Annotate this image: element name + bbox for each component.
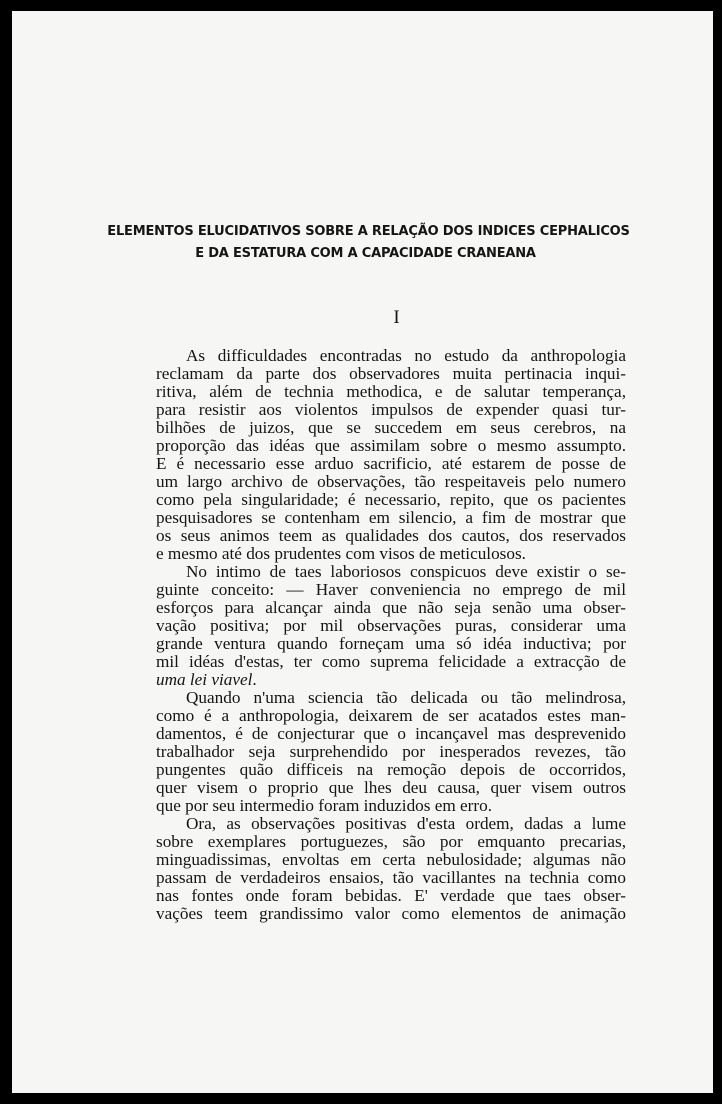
text-line: os seus animos teem as qualidades dos cautos, dos reservados [156, 526, 626, 545]
title-line-2: E DA ESTATURA COM A CAPACIDADE CRANEANA [195, 246, 536, 261]
text-line: para resistir aos violentos impulsos de expender quasi tur- [156, 400, 626, 419]
text-line: damentos, é de conjecturar que o incançavel mas desprevenido [156, 724, 626, 743]
text-line: guinte conceito: — Haver conveniencia no emprego de mil [156, 580, 626, 599]
paragraph [156, 347, 626, 563]
text-line: nas fontes onde foram bebidas. E' verdade que taes obser- [156, 886, 626, 905]
text-line: esforços para alcançar ainda que não seja senão uma obser- [156, 598, 626, 617]
text-line: No intimo de taes laboriosos conspicuos deve existir o se- [186, 562, 626, 581]
text-line [156, 671, 626, 689]
text-line: mil idéas d'estas, ter como suprema felicidade a extracção de [156, 652, 626, 671]
text-line: pungentes quão difficeis na remoção depois de occorridos, [156, 760, 626, 779]
text-line: minguadissimas, envoltas em certa nebulosidade; algumas não [156, 850, 626, 869]
text-line: proporção das idéas que assimilam sobre o mesmo assumpto. [156, 436, 626, 455]
italic-phrase: uma lei viavel [156, 670, 253, 689]
text-line: quer visem o proprio que lhes deu causa, quer visem outros [156, 778, 626, 797]
text-line: As difficuldades encontradas no estudo da anthropologia [186, 346, 626, 365]
text-line: passam de verdadeiros ensaios, tão vacillantes na technia como [156, 868, 626, 887]
paragraph [156, 815, 626, 923]
text-line: pesquisadores se contenham em silencio, a fim de mostrar que [156, 508, 626, 527]
text-line: E é necessario esse arduo sacrificio, até estarem de posse de [156, 454, 626, 473]
text-line: reclamam da parte dos observadores muita pertinacia inqui- [156, 364, 626, 383]
body-text [156, 347, 626, 923]
paragraph [156, 563, 626, 689]
text-line: como pela singularidade; é necessario, repito, que os pacientes [156, 490, 626, 509]
text-line: sobre exemplares portuguezes, são por emquanto precarias, [156, 832, 626, 851]
title-line-1: ELEMENTOS ELUCIDATIVOS SOBRE A RELAÇÃO DOS INDICES CEPHALICOS [107, 224, 630, 239]
text-line: como é a anthropologia, deixarem de ser acatados estes man- [156, 706, 626, 725]
text-line: ritiva, além de technia methodica, e de salutar temperança, [156, 382, 626, 401]
text-line: Ora, as observações positivas d'esta ordem, dadas a lume [186, 814, 626, 833]
text-line: e mesmo até dos prudentes com visos de meticulosos. [156, 544, 526, 563]
text-line: vação positiva; por mil observações puras, considerar uma [156, 616, 626, 635]
text-line: um largo archivo de observações, tão respeitaveis pelo numero [156, 472, 626, 491]
document-title [12, 221, 713, 265]
text-line: bilhões de juizos, que se succedem em seus cerebros, na [156, 418, 626, 437]
document-page [12, 11, 713, 1093]
section-numeral: I [393, 307, 400, 328]
text-line: vações teem grandissimo valor como elementos de animação [156, 904, 626, 923]
text-line: grande ventura quando forneçam uma só idéa inductiva; por [156, 634, 626, 653]
text-line: que por seu intermedio foram induzidos em erro. [156, 796, 493, 815]
paragraph [156, 689, 626, 815]
text-line: Quando n'uma sciencia tão delicada ou tão melindrosa, [186, 688, 626, 707]
text-line: trabalhador seja surprehendido por inesperados revezes, tão [156, 742, 626, 761]
sentence-end: . [252, 670, 257, 689]
